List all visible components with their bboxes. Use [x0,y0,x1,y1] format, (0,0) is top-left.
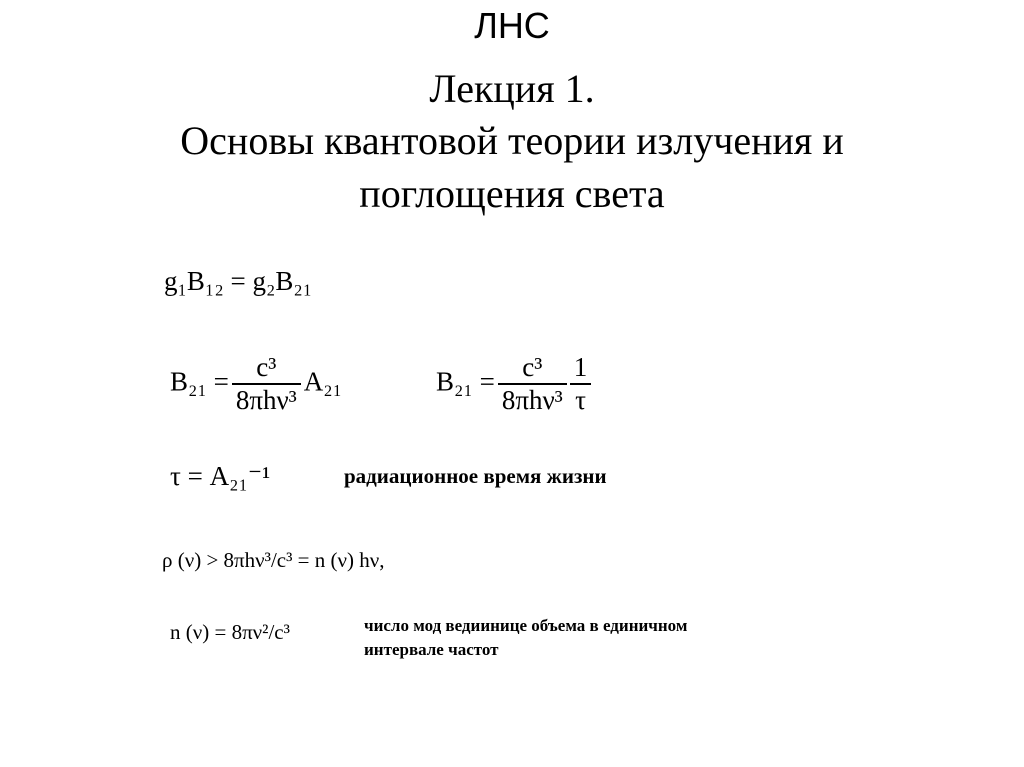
formula-b21-a21 [170,352,342,416]
slide-title-abbrev: ЛНС [474,5,550,46]
slide-title-topic-line2: поглощения света [359,171,665,216]
slide-title-topic-line1: Основы квантовой теории излучения и [180,118,844,163]
formula-b21-tau-lhs: B₂₁ = [436,366,495,397]
caption-mode-count-line1: число мод ведиинице объема в единичном [364,616,688,635]
formula-spectral-density: ρ (ν) > 8πhν³/c³ = n (ν) hν, [162,548,385,572]
caption-mode-count-line2: интервале частот [364,640,499,659]
formula-one-over-tau [570,352,592,416]
formula-b21-a21-numerator: c³ [256,352,277,382]
formula-b21-tau-fraction [498,352,567,416]
formula-b21-tau [436,352,594,416]
formula-one-over-tau-denominator: τ [570,383,592,416]
formula-b21-a21-lhs: B₂₁ = [170,366,229,397]
formula-b21-a21-fraction [232,352,301,416]
formula-b21-tau-numerator: c³ [522,352,543,382]
formula-einstein-relation: g₁B₁₂ = g₂B₂₁ [164,266,313,296]
slide-title-lecture: Лекция 1. [429,66,595,111]
formula-mode-density: n (ν) = 8πν²/c³ [170,620,290,644]
caption-radiative-lifetime: радиационное время жизни [344,464,607,488]
formula-tau-definition: τ = A₂₁⁻¹ [170,461,271,491]
formula-b21-a21-tail: A₂₁ [303,366,343,397]
formula-one-over-tau-numerator: 1 [573,352,588,382]
formula-b21-a21-denominator: 8πhν³ [232,383,301,416]
formula-b21-tau-denominator: 8πhν³ [498,383,567,416]
